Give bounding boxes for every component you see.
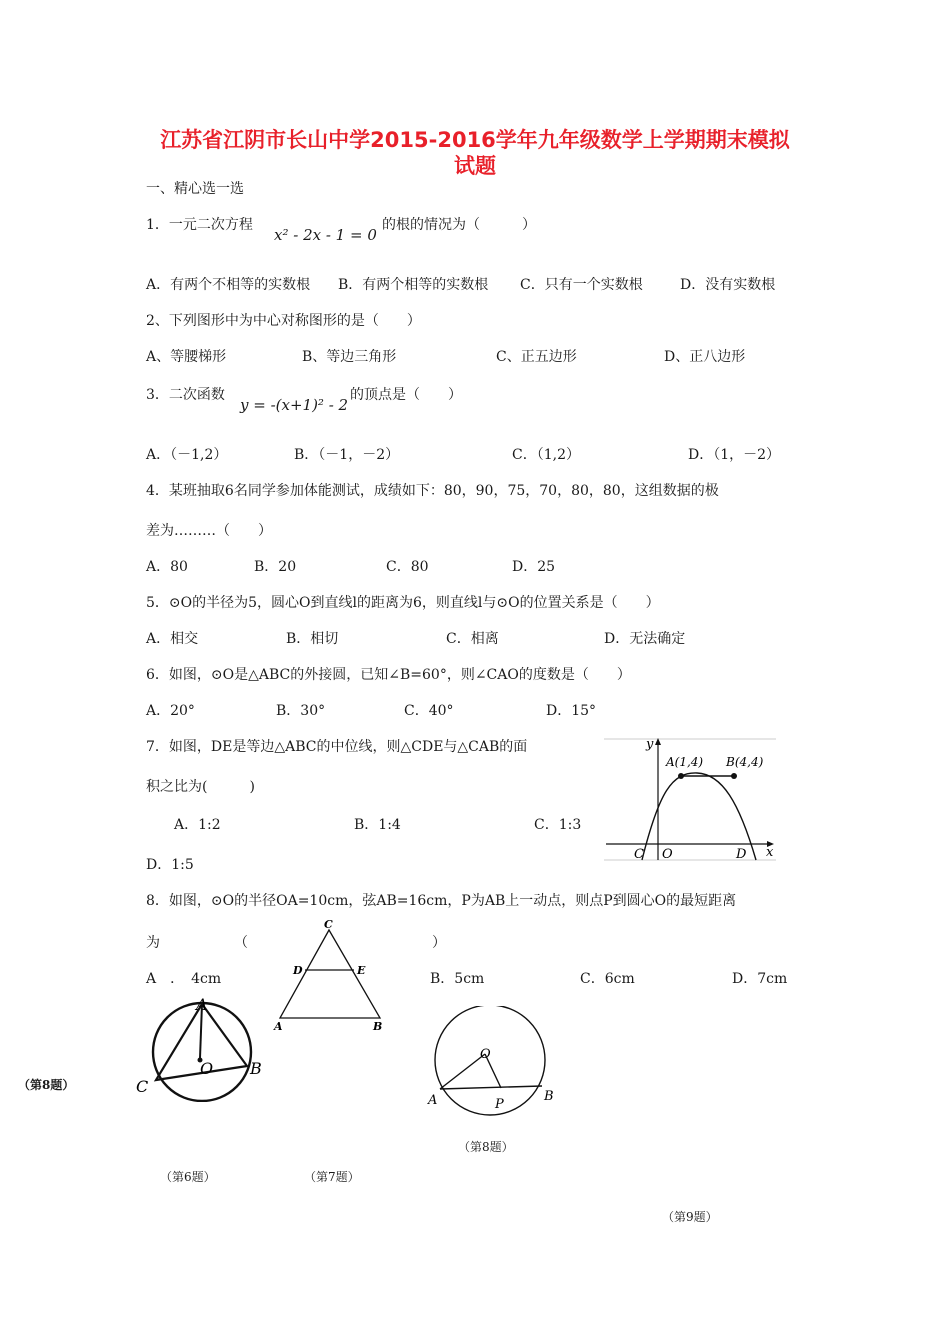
parabola-graph-figure: [604, 732, 780, 864]
q7-stem-line2: 积之比为( ): [146, 779, 255, 795]
label-o: O: [200, 1059, 214, 1078]
page-title-line2: 试题: [454, 154, 496, 178]
q6-stem: 6．如图，⊙O是△ABC的外接圆，已知∠B=60°，则∠CAO的度数是（ ）: [146, 667, 631, 683]
q7-option-d: D．1:5: [146, 857, 194, 873]
q6-option-d: D．15°: [546, 703, 597, 719]
q3-option-c: C．（1,2）: [512, 447, 580, 463]
q1-option-a: A．有两个不相等的实数根: [146, 277, 311, 293]
triangle-figure: [268, 914, 394, 1034]
q8-option-d: D．7cm: [732, 971, 788, 987]
label-c: C: [324, 918, 333, 931]
label-b: B: [250, 1059, 262, 1078]
q3-option-d: D．（1，－2）: [688, 447, 781, 463]
q8-option-a: A ． 4cm: [146, 971, 222, 987]
q2-option-b: B、等边三角形: [302, 349, 397, 365]
label-a: A: [428, 1093, 438, 1108]
radius-oa: [440, 1054, 485, 1089]
label-d: D: [736, 847, 747, 862]
q1-option-c: C．只有一个实数根: [520, 277, 643, 293]
point-b: [731, 773, 737, 779]
q7-option-a: A．1:2: [174, 817, 221, 833]
q3-stem-pre: 3．二次函数: [146, 387, 225, 403]
q2-option-d: D、正八边形: [664, 349, 746, 365]
q2-option-a: A、等腰梯形: [146, 349, 227, 365]
q2-stem: 2、下列图形中为中心对称图形的是（ ）: [146, 313, 421, 329]
q8-stem-line2-c: ）: [432, 935, 446, 951]
q4-option-c: C．80: [386, 559, 429, 575]
q5-option-a: A．相交: [146, 631, 199, 647]
q1-stem-pre: 1．一元二次方程: [146, 217, 253, 233]
q3-option-b: B．（－1，－2）: [294, 447, 400, 463]
page-title: 江苏省江阴市长山中学2015-2016学年九年级数学上学期期末模拟: [160, 128, 790, 152]
q3-formula: y = -(x+1)² - 2: [240, 396, 349, 414]
caption-fig7: （第7题）: [304, 1170, 360, 1184]
label-p: P: [495, 1097, 504, 1112]
label-point-a: A(1,4): [666, 755, 704, 769]
y-label: y: [646, 737, 654, 752]
caption-fig8: （第8题）: [458, 1140, 514, 1154]
q4-option-a: A．80: [146, 559, 188, 575]
q1-option-d: D．没有实数根: [680, 277, 776, 293]
label-a: A: [274, 1020, 283, 1033]
q8-option-c: C．6cm: [580, 971, 635, 987]
q5-option-c: C．相离: [446, 631, 499, 647]
label-c: C: [634, 847, 644, 862]
q8-stem-line2-b: （: [234, 935, 248, 951]
label-c: C: [136, 1077, 149, 1096]
q2-option-c: C、正五边形: [496, 349, 577, 365]
q6-option-b: B．30°: [276, 703, 326, 719]
label-b: B: [373, 1020, 383, 1033]
q7-option-b: B．1:4: [354, 817, 401, 833]
q7-option-c: C．1:3: [534, 817, 582, 833]
q3-option-a: A．（－1,2）: [146, 447, 228, 463]
label-o: O: [662, 847, 673, 862]
point-a: [678, 773, 684, 779]
chord-circle-figure: [422, 1006, 562, 1122]
q3-stem-post: 的顶点是（ ）: [350, 387, 462, 403]
q8-stem-line1: 8．如图，⊙O的半径OA=10cm，弦AB=16cm，P为AB上一动点，则点P到圆心O的最短距离: [146, 893, 737, 909]
label-point-b: B(4,4): [726, 755, 764, 769]
label-d: D: [293, 964, 303, 977]
q5-option-b: B．相切: [286, 631, 339, 647]
chord-ab: [440, 1086, 542, 1089]
q7-stem-line1: 7．如图，DE是等边△ABC的中位线，则△CDE与△CAB的面: [146, 739, 528, 755]
q5-stem: 5．⊙O的半径为5，圆心O到直线l的距离为6，则直线l与⊙O的位置关系是（ ）: [146, 595, 660, 611]
q6-option-c: C．40°: [404, 703, 454, 719]
circumcircle-figure: [130, 992, 270, 1102]
q1-formula: x² - 2x - 1 = 0: [274, 226, 377, 244]
label-o: O: [480, 1047, 491, 1062]
x-label: x: [766, 845, 774, 860]
label-e: E: [357, 964, 366, 977]
q8-stem-line2-a: 为: [146, 935, 160, 951]
q6-option-a: A．20°: [146, 703, 195, 719]
q1-stem-post: 的根的情况为（ ）: [382, 217, 536, 233]
caption-fig6: （第6题）: [160, 1170, 216, 1184]
caption-left: （第8题）: [18, 1078, 75, 1092]
section-heading: 一、精心选一选: [146, 181, 244, 197]
q4-option-b: B．20: [254, 559, 297, 575]
q4-stem-line2: 差为………（ ）: [146, 523, 272, 539]
q4-option-d: D．25: [512, 559, 556, 575]
q1-option-b: B．有两个相等的实数根: [338, 277, 489, 293]
q5-option-d: D．无法确定: [604, 631, 686, 647]
label-b: B: [544, 1089, 554, 1104]
q8-option-b: B．5cm: [430, 971, 485, 987]
label-a: A: [196, 995, 208, 1014]
q4-stem-line1: 4．某班抽取6名同学参加体能测试，成绩如下：80，90，75，70，80，80，这组数据的极: [146, 483, 719, 499]
caption-fig9: （第9题）: [662, 1210, 718, 1224]
